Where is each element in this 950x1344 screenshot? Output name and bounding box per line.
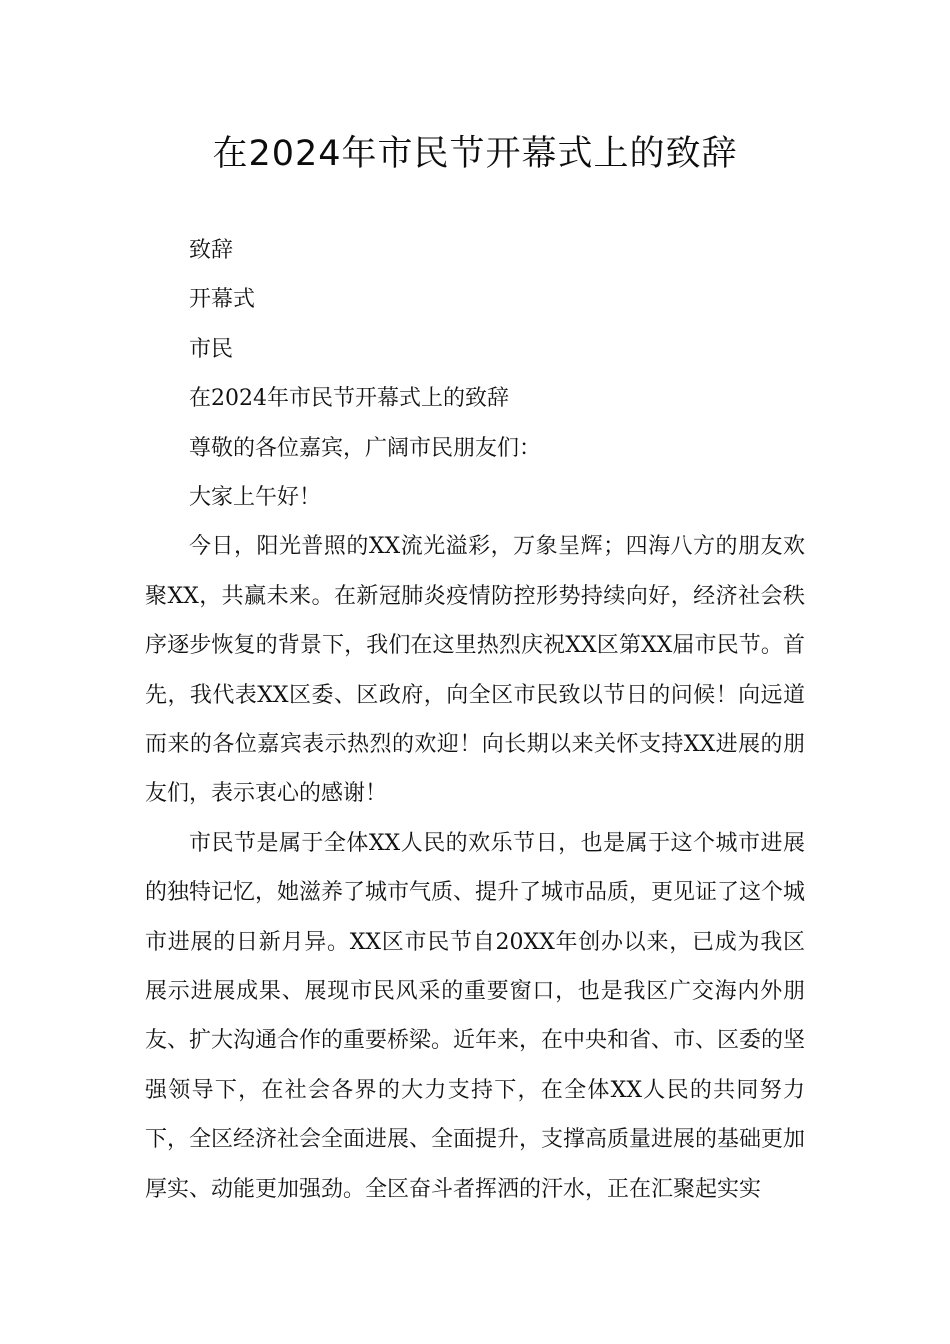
- salutation: 尊敬的各位嘉宾，广阔市民朋友们：: [189, 435, 542, 461]
- keyword-1: 致辞: [189, 238, 234, 263]
- greeting: 大家上午好！: [189, 484, 322, 510]
- keyword-3: 市民: [189, 336, 234, 362]
- document-body: [145, 226, 805, 1214]
- paragraph-1: 今日，阳光普照的XX流光溢彩，万象呈辉；四海八方的朋友欢聚XX，共赢未来。在新冠肺炎疫情防控形势持续向好，经济社会秩序逐步恢复的背景下，我们在这里热烈庆祝XX区第XX届市民节。首先，我代表XX区委、区政府，向全区市民致以节日的问候！向远道而来的各位嘉宾表示热烈的欢迎！向长期以来关怀支持XX进展的朋友们，表示衷心的感谢！: [145, 534, 805, 807]
- paragraph-2: 市民节是属于全体XX人民的欢乐节日，也是属于这个城市进展的独特记忆，她滋养了城市气质、提升了城市品质，更见证了这个城市进展的日新月异。XX区市民节自20XX年创办以来，已成为我区展示进展成果、展现市民风采的重要窗口，也是我区广交海内外朋友、扩大沟通合作的重要桥梁。近年来，在中央和省、市、区委的坚强领导下，在社会各界的大力支持下，在全体XX人民的共同努力下，全区经济社会全面进展、全面提升，支撑高质量进展的基础更加厚实、动能更加强劲。全区奋斗者挥洒的汗水，正在汇聚起实实: [145, 830, 806, 1202]
- document-title: 在2024年市民节开幕式上的致辞: [212, 134, 738, 174]
- subtitle: 在2024年市民节开幕式上的致辞: [189, 386, 509, 412]
- keyword-2: 开幕式: [189, 287, 256, 313]
